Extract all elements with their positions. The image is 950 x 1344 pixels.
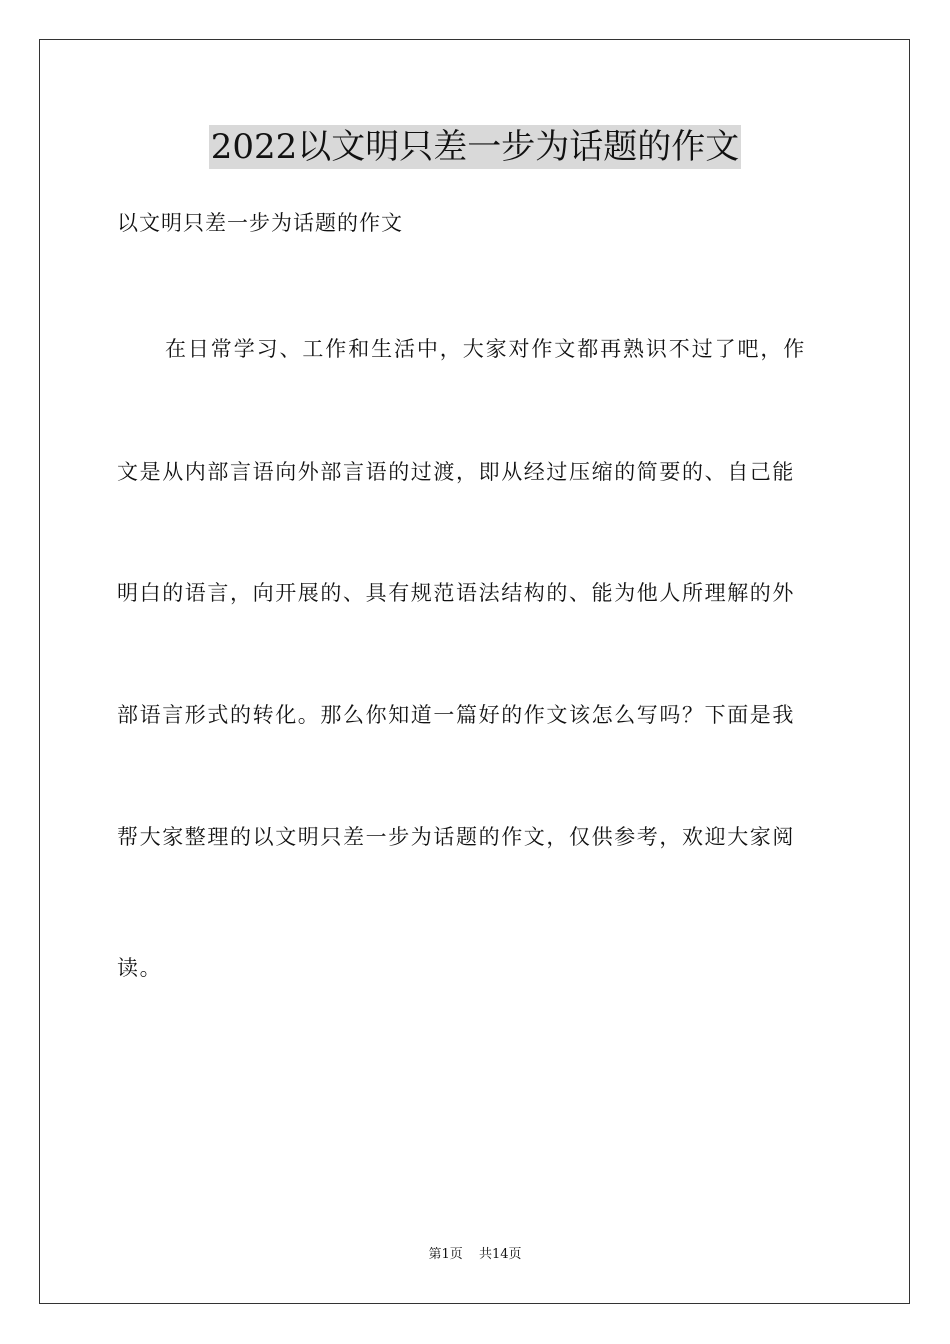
page-footer <box>0 1246 950 1264</box>
title-container <box>0 125 950 169</box>
document-subtitle: 以文明只差一步为话题的作文 <box>117 211 403 235</box>
paragraph-line: 在日常学习、工作和生活中，大家对作文都再熟识不过了吧，作 <box>165 337 807 361</box>
paragraph-line: 帮大家整理的以文明只差一步为话题的作文，仅供参考，欢迎大家阅 <box>117 825 795 849</box>
page-number: 第1页 <box>428 1247 463 1262</box>
paragraph-line: 明白的语言，向开展的、具有规范语法结构的、能为他人所理解的外 <box>117 581 795 605</box>
paragraph-line: 文是从内部言语向外部言语的过渡，即从经过压缩的简要的、自己能 <box>117 460 795 484</box>
paragraph-line: 读。 <box>117 956 163 980</box>
page-total: 共14页 <box>478 1247 522 1262</box>
paragraph-line: 部语言形式的转化。那么你知道一篇好的作文该怎么写吗？下面是我 <box>117 703 795 727</box>
document-title: 2022以文明只差一步为话题的作文 <box>210 127 740 167</box>
